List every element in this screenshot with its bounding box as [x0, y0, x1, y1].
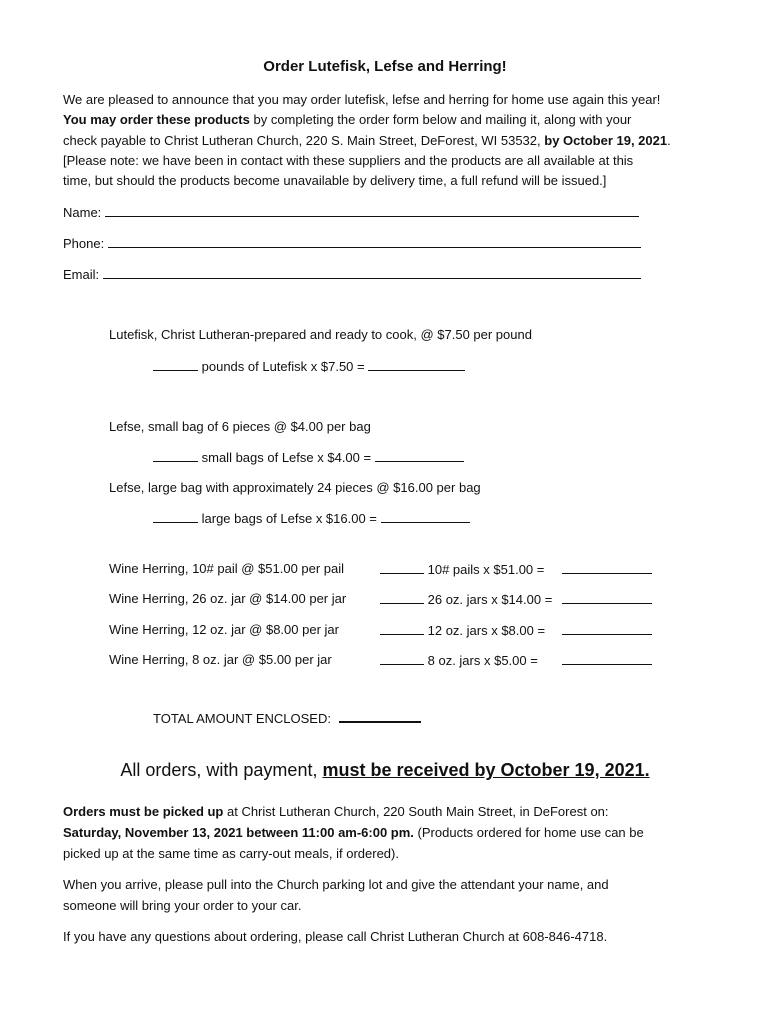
lefse-large-calc-label: large bags of Lefse x $16.00 = — [201, 511, 377, 526]
name-input-line[interactable] — [105, 204, 639, 217]
herring-calc-line — [380, 652, 538, 668]
pickup-line: picked up at the same time as carry-out meals, if ordered). — [63, 846, 399, 861]
intro-line: [Please note: we have been in contact with these suppliers and the products are all available at this — [63, 152, 634, 168]
intro-text: by completing the order form below and mailing it, along with your — [249, 112, 632, 128]
herring-qty-blank[interactable] — [380, 561, 424, 574]
page-title: Order Lutefisk, Lefse and Herring! — [263, 58, 507, 75]
phone-input-line[interactable] — [108, 235, 641, 248]
herring-calc-line — [380, 591, 552, 607]
arrival-paragraph — [63, 874, 723, 916]
phone-label: Phone: — [63, 236, 105, 251]
email-input-line[interactable] — [103, 266, 641, 279]
email-label: Email: — [63, 267, 100, 282]
deadline-bold: must be received by October 19, 2021. — [322, 760, 650, 780]
pickup-text: (Products ordered for home use can be — [413, 825, 644, 840]
arrival-line: When you arrive, please pull into the Church parking lot and give the attendant your name, and — [63, 877, 609, 892]
pickup-text: at Christ Lutheran Church, 220 South Main Street, in DeForest on: — [223, 804, 609, 819]
questions-paragraph: If you have any questions about ordering, please call Christ Lutheran Church at 608-846-4718. — [63, 929, 608, 944]
herring-desc: Wine Herring, 10# pail @ $51.00 per pail — [109, 561, 345, 576]
herring-calc-label: 8 oz. jars x $5.00 = — [427, 653, 538, 668]
pickup-bold: Orders must be picked up — [63, 804, 224, 819]
herring-desc: Wine Herring, 26 oz. jar @ $14.00 per jar — [109, 591, 347, 606]
lefse-small-order-line — [153, 449, 464, 465]
phone-field[interactable] — [63, 235, 641, 251]
intro-bold: You may order these products — [63, 112, 250, 128]
deadline-prefix: All orders, with payment, — [120, 760, 323, 780]
intro-paragraph — [63, 90, 723, 191]
intro-line: We are pleased to announce that you may order lutefisk, lefse and herring for home use again this year! — [63, 92, 661, 107]
herring-calc-label: 10# pails x $51.00 = — [427, 562, 545, 577]
arrival-line: someone will bring your order to your car. — [63, 898, 302, 913]
herring-calc-line — [380, 622, 545, 638]
pickup-line — [63, 801, 723, 822]
herring-total-blank[interactable] — [562, 652, 652, 665]
lefse-large-qty-blank[interactable] — [153, 510, 198, 523]
lutefisk-calc-label: pounds of Lutefisk x $7.50 = — [201, 359, 365, 374]
intro-line: time, but should the products become unavailable by delivery time, a full refund will be issued.] — [63, 173, 607, 189]
herring-calc-label: 12 oz. jars x $8.00 = — [427, 623, 546, 638]
intro-line — [63, 110, 723, 130]
intro-line — [63, 131, 723, 151]
herring-calc-label: 26 oz. jars x $14.00 = — [427, 592, 553, 607]
lutefisk-heading: Lutefisk, Christ Lutheran-prepared and ready to cook, @ $7.50 per pound — [109, 327, 532, 342]
lefse-small-heading: Lefse, small bag of 6 pieces @ $4.00 per bag — [109, 419, 371, 434]
total-line — [153, 709, 421, 726]
pickup-paragraph — [63, 801, 723, 864]
lefse-small-qty-blank[interactable] — [153, 449, 198, 462]
lutefisk-total-blank[interactable] — [368, 358, 465, 371]
pickup-line — [63, 822, 723, 843]
herring-total-blank[interactable] — [562, 591, 652, 604]
herring-desc: Wine Herring, 12 oz. jar @ $8.00 per jar — [109, 622, 339, 637]
name-field[interactable] — [63, 204, 639, 220]
lefse-small-total-blank[interactable] — [375, 449, 464, 462]
herring-total-blank[interactable] — [562, 622, 652, 635]
herring-total-blank[interactable] — [562, 561, 652, 574]
lefse-large-heading: Lefse, large bag with approximately 24 pieces @ $16.00 per bag — [109, 480, 481, 495]
herring-desc: Wine Herring, 8 oz. jar @ $5.00 per jar — [109, 652, 332, 667]
herring-qty-blank[interactable] — [380, 591, 424, 604]
email-field[interactable] — [63, 266, 641, 282]
herring-qty-blank[interactable] — [380, 622, 424, 635]
total-blank[interactable] — [339, 709, 421, 723]
total-label: TOTAL AMOUNT ENCLOSED: — [153, 711, 331, 726]
intro-text: . — [667, 132, 671, 148]
lefse-large-order-line — [153, 510, 470, 526]
intro-text: check payable to Christ Lutheran Church, 220 S. Main Street, DeForest, WI 53532, — [63, 132, 545, 148]
lutefisk-order-line — [153, 358, 465, 374]
intro-deadline: by October 19, 2021 — [544, 132, 668, 148]
pickup-date: Saturday, November 13, 2021 between 11:00 am-6:00 pm. — [63, 825, 414, 840]
lutefisk-qty-blank[interactable] — [153, 358, 198, 371]
lefse-large-total-blank[interactable] — [381, 510, 470, 523]
lefse-small-calc-label: small bags of Lefse x $4.00 = — [201, 450, 372, 465]
name-label: Name: — [63, 205, 102, 220]
deadline-notice — [0, 760, 770, 781]
herring-qty-blank[interactable] — [380, 652, 424, 665]
herring-calc-line — [380, 561, 544, 577]
